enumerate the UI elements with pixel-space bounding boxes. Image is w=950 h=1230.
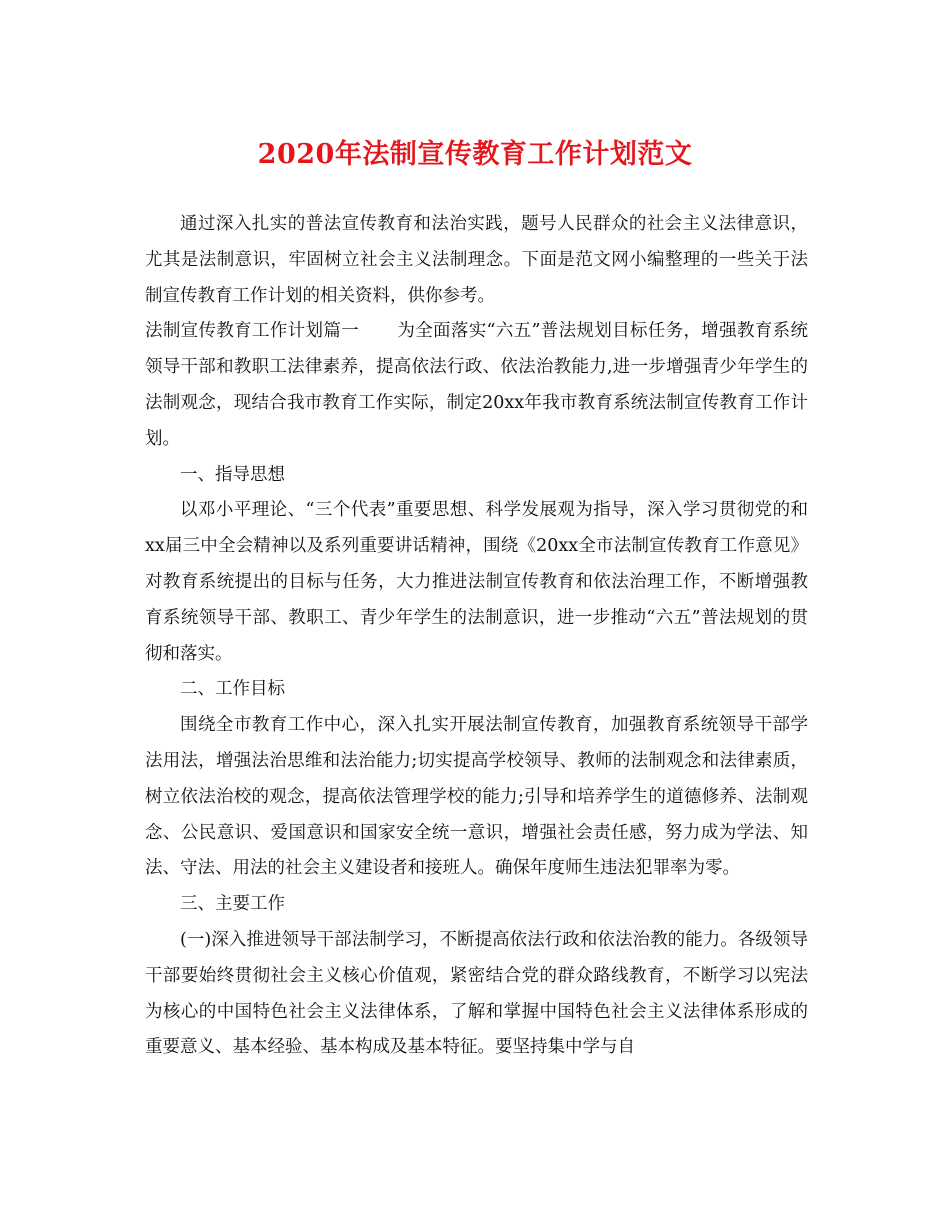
work-goals-paragraph: 围绕全市教育工作中心，深入扎实开展法制宣传教育，加强教育系统领导干部学法用法，增强法治思维和法治能力;切实提高学校领导、教师的法制观念和法律素质，树立依法治校的观念，提高依法管理学校的能力;引导和培养学生的道德修养、法制观念、公民意识、爱国意识和国家安全统一意识，增强社会责任感，努力成为学法、知法、守法、用法的社会主义建设者和接班人。确保年度师生违法犯罪率为零。 [145,715,808,879]
heading-work-goals: 二、工作目标 [180,679,285,700]
document-title: 2020年法制宣传教育工作计划范文 [257,139,693,170]
section-one-label: 法制宣传教育工作计划篇一 [145,321,360,342]
section-one-first-line: 为全面落实“六五”普法规划目标任务，增强教 [397,321,755,342]
heading-guiding-thought: 一、指导思想 [180,464,285,485]
section-one-paragraph [145,314,808,457]
guiding-thought-paragraph: 以邓小平理论、“三个代表”重要思想、科学发展观为指导，深入学习贯彻党的和xx届三中全会精神以及系列重要讲话精神，围绕《20xx全市法制宣传教育工作意见》对教育系统提出的目标与任务，大力推进法制宣传教育和依法治理工作，不断增强教育系统领导干部、教职工、青少年学生的法制意识，进一步推动“六五”普法规划的贯彻和落实。 [145,500,808,664]
main-work-paragraph: (一)深入推进领导干部法制学习，不断提高依法行政和依法治教的能力。各级领导干部要始终贯彻社会主义核心价值观，紧密结合党的群众路线教育，不断学习以宪法为核心的中国特色社会主义法律体系，了解和掌握中国特色社会主义法律体系形成的重要意义、基本经验、基本构成及基本特征。要坚持集中学与自 [145,929,808,1058]
document-body [145,207,808,1066]
section-one-rest: 育系统领导干部和教职工法律素养，提高依法行政、依法治教能力,进一步增强青少年学生的法制观念，现结合我市教育工作实际，制定20xx年我市教育系统法制宣传教育工作计划。 [145,321,808,449]
intro-paragraph: 通过深入扎实的普法宣传教育和法治实践，题号人民群众的社会主义法律意识，尤其是法制意识，牢固树立社会主义法制理念。下面是范文网小编整理的一些关于法制宣传教育工作计划的相关资料，供你参考。 [145,214,808,306]
heading-main-work: 三、主要工作 [180,894,285,915]
